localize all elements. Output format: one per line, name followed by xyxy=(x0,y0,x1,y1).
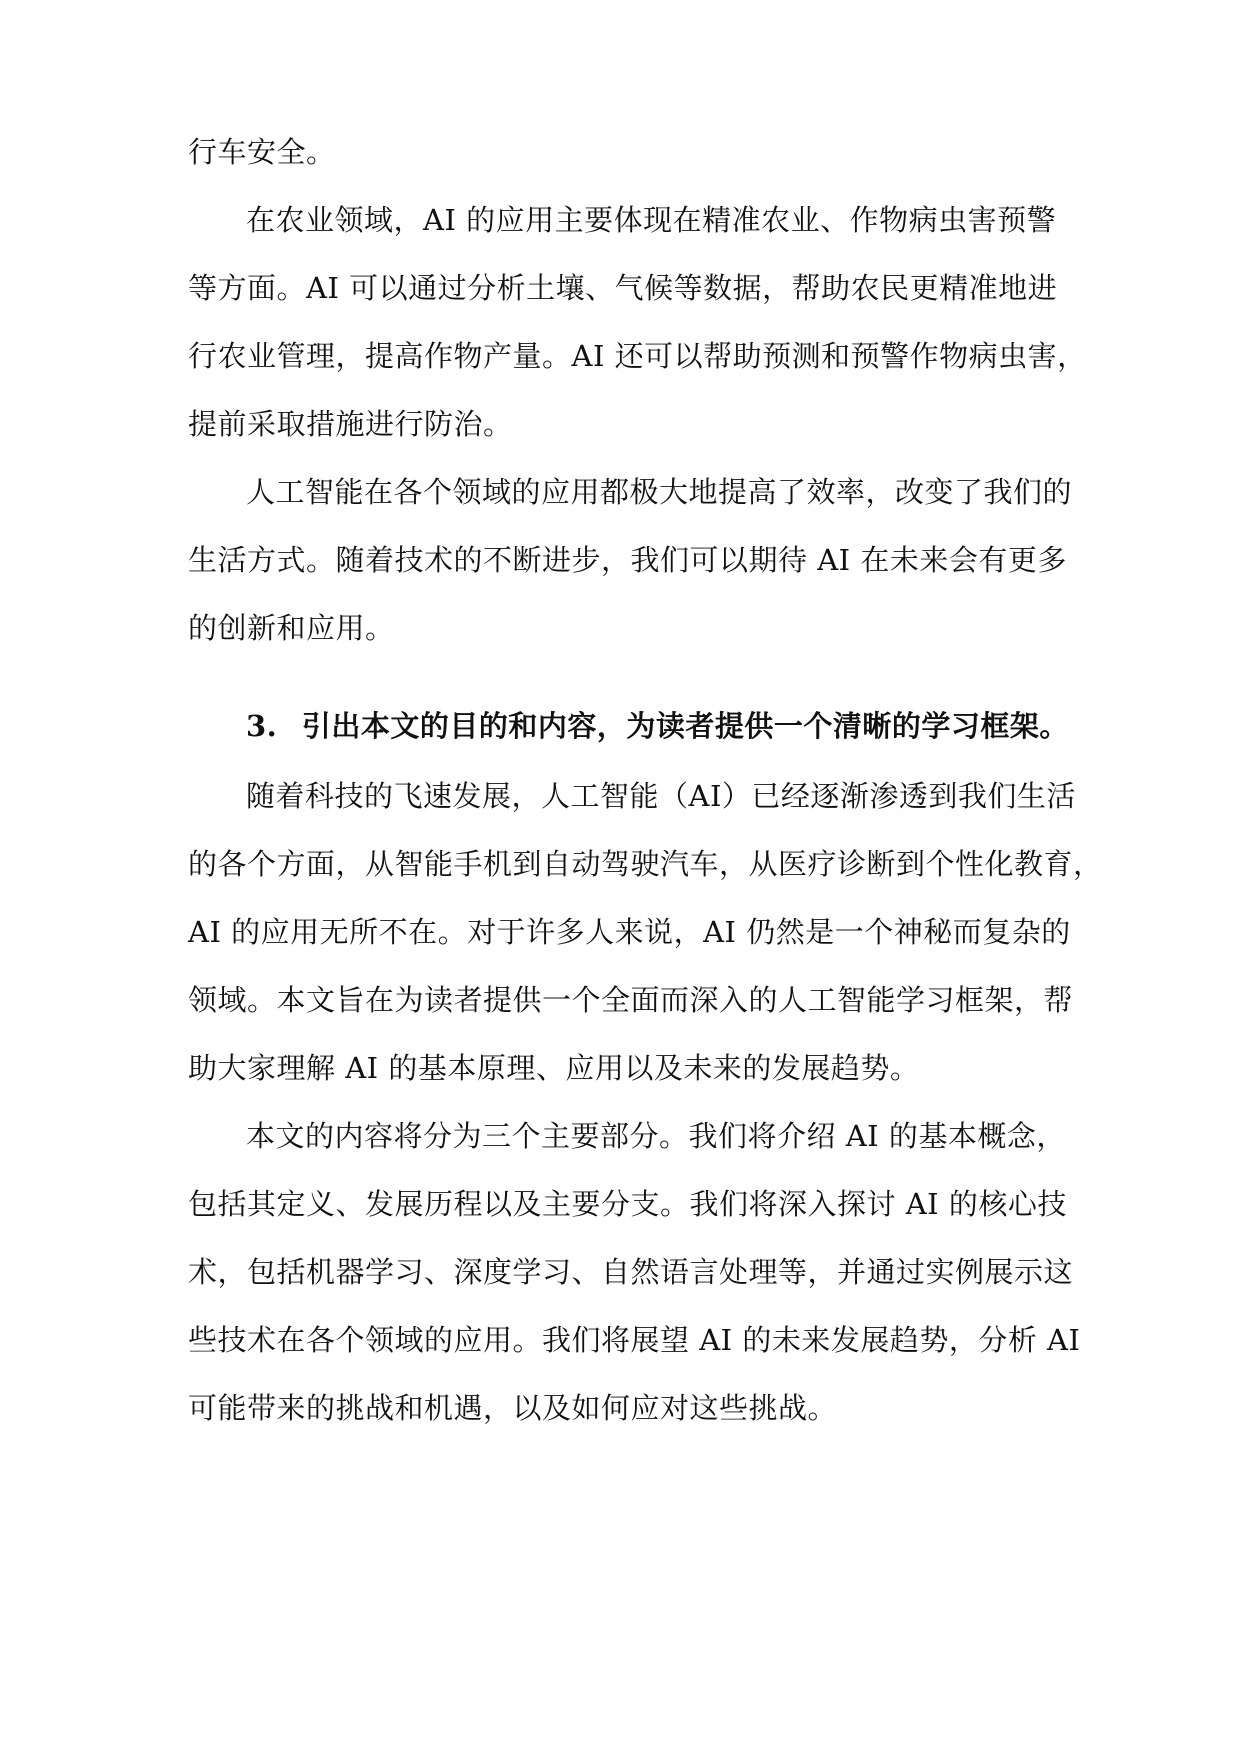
text-line: 可能带来的挑战和机遇，以及如何应对这些挑战。 xyxy=(188,1391,838,1425)
text-line: 助大家理解 AI 的基本原理、应用以及未来的发展趋势。 xyxy=(188,1051,920,1085)
text-line: 等方面。AI 可以通过分析土壤、气候等数据，帮助农民更精准地进 xyxy=(188,271,1058,305)
text-line: 提前采取措施进行防治。 xyxy=(188,407,513,441)
text-line: AI 的应用无所不在。对于许多人来说，AI 仍然是一个神秘而复杂的 xyxy=(188,915,1071,949)
text-line: 行农业管理，提高作物产量。AI 还可以帮助预测和预警作物病虫害， xyxy=(188,339,1087,373)
text-line: 随着科技的飞速发展，人工智能（AI）已经逐渐渗透到我们生活 xyxy=(246,779,1076,813)
text-line: 术，包括机器学习、深度学习、自然语言处理等，并通过实例展示这 xyxy=(188,1255,1074,1289)
text-line: 的创新和应用。 xyxy=(188,611,395,645)
text-line: 人工智能在各个领域的应用都极大地提高了效率，改变了我们的 xyxy=(246,475,1073,509)
section-title: 引出本文的目的和内容，为读者提供一个清晰的学习框架。 xyxy=(301,709,1069,743)
text-line: 生活方式。随着技术的不断进步，我们可以期待 AI 在未来会有更多 xyxy=(188,543,1067,577)
text-line: 领域。本文旨在为读者提供一个全面而深入的人工智能学习框架，帮 xyxy=(188,983,1074,1017)
text-line: 的各个方面，从智能手机到自动驾驶汽车，从医疗诊断到个性化教育， xyxy=(188,847,1103,881)
text-line: 在农业领域，AI 的应用主要体现在精准农业、作物病虫害预警 xyxy=(246,203,1057,237)
section-number: 3. xyxy=(246,709,278,743)
text-line: 行车安全。 xyxy=(188,135,336,169)
text-line: 包括其定义、发展历程以及主要分支。我们将深入探讨 AI 的核心技 xyxy=(188,1187,1067,1221)
text-line: 本文的内容将分为三个主要部分。我们将介绍 AI 的基本概念， xyxy=(246,1119,1066,1153)
section-heading xyxy=(246,706,1069,746)
text-line: 些技术在各个领域的应用。我们将展望 AI 的未来发展趋势，分析 AI xyxy=(188,1323,1081,1357)
